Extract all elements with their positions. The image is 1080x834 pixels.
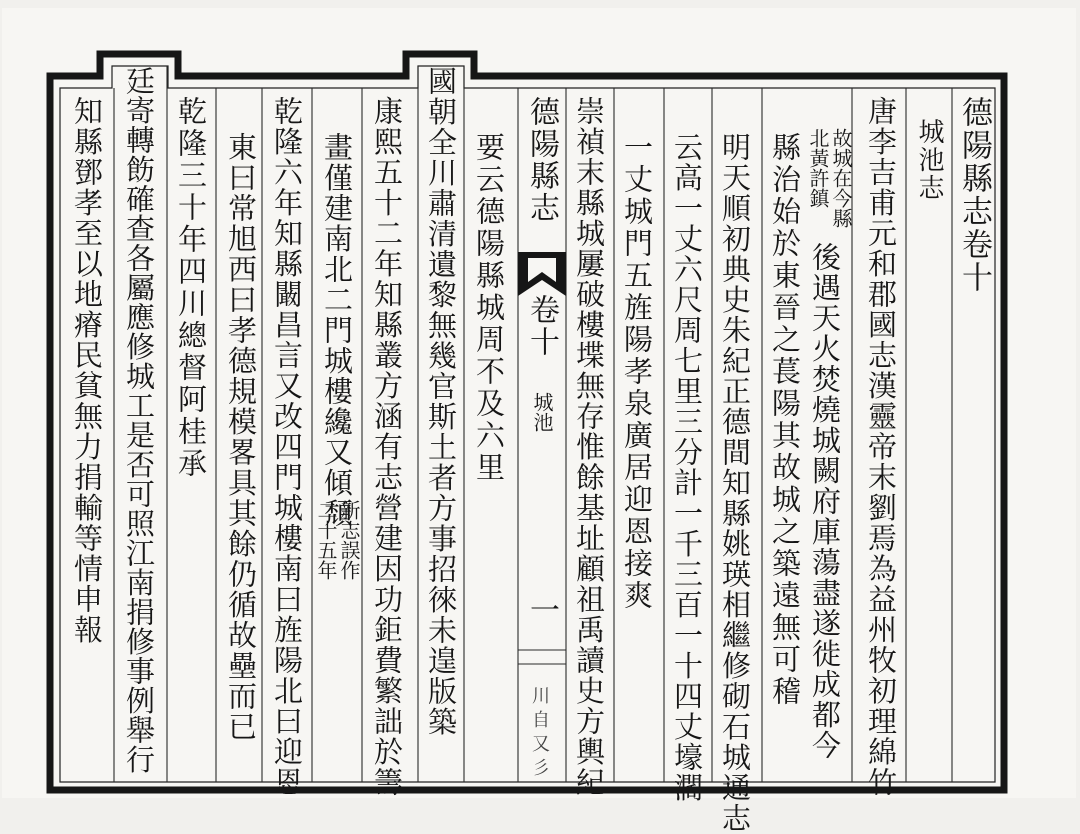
text-column-r1: 唐李吉甫元和郡國志漢靈帝末劉焉為益州牧初理綿竹 — [864, 96, 898, 798]
text-column-l3: 康熙五十二年知縣叢方涵有志營建因功鉅費繁詘於籌 — [370, 96, 404, 798]
text-column-r4: 明天順初典史朱紀正德間知縣姚瑛相繼修砌石城通志 — [718, 132, 752, 834]
text-column-r2: 後遇天火焚燒城闕府庫蕩盡遂徙成都今 — [808, 242, 842, 761]
text-column-l1: 要云德陽縣城周不及六里 — [472, 132, 506, 484]
center-book-title: 德陽縣志 — [524, 96, 559, 224]
text-column-r3: 縣治始於東晉之萇陽其故城之築遠無可稽 — [768, 132, 802, 708]
text-column-l2: 國朝全川肅清遺黎無幾官斯土者方事招徠未遑版築 — [424, 66, 458, 737]
annotation-pair-r2 — [808, 128, 851, 228]
text-column-l6: 東曰常旭西曰孝德規模畧具其餘仍循故壘而已 — [224, 132, 258, 742]
text-column-r6: 一丈城門五旌陽孝泉廣居迎恩接爽 — [620, 132, 654, 612]
text-column-r7: 崇禎末縣城屢破樓堞無存惟餘基址顧祖禹讀史方輿紀 — [572, 96, 606, 798]
text-column-l4: 畫僅建南北二門城樓纔又傾頹 — [320, 132, 354, 529]
section-title: 城池志 — [914, 118, 944, 202]
text-column-r5: 云高一丈六尺周七里三分計一千三百一十四丈壕濶 — [670, 132, 704, 803]
annotation-l4-a: 新志誤作 — [337, 500, 361, 580]
center-volume: 卷十 — [524, 294, 559, 358]
annotation-l4-b: 二十五年 — [314, 500, 338, 580]
annotation-pair-l4 — [316, 500, 359, 580]
text-column-l7: 乾隆三十年四川總督阿桂承 — [174, 96, 208, 480]
text-column-l5: 乾隆六年知縣闞昌言又改四門城樓南曰旌陽北曰迎恩 — [270, 96, 304, 798]
center-foot-mark: 川自又彡 — [529, 686, 550, 782]
center-section: 城池 — [530, 392, 554, 432]
text-column-l9: 知縣鄧孝至以地瘠民貧無力捐輸等情申報 — [70, 96, 104, 645]
book-title: 德陽縣志卷十 — [956, 96, 992, 294]
annotation-r2-a: 故城在今縣 — [829, 128, 853, 228]
center-page-number: 一 — [524, 594, 559, 626]
text-column-l8: 廷寄轉飭確查各屬應修城工是否可照江南捐修事例舉行 — [122, 66, 156, 774]
annotation-r2-b: 北黃許鎮 — [806, 128, 830, 208]
